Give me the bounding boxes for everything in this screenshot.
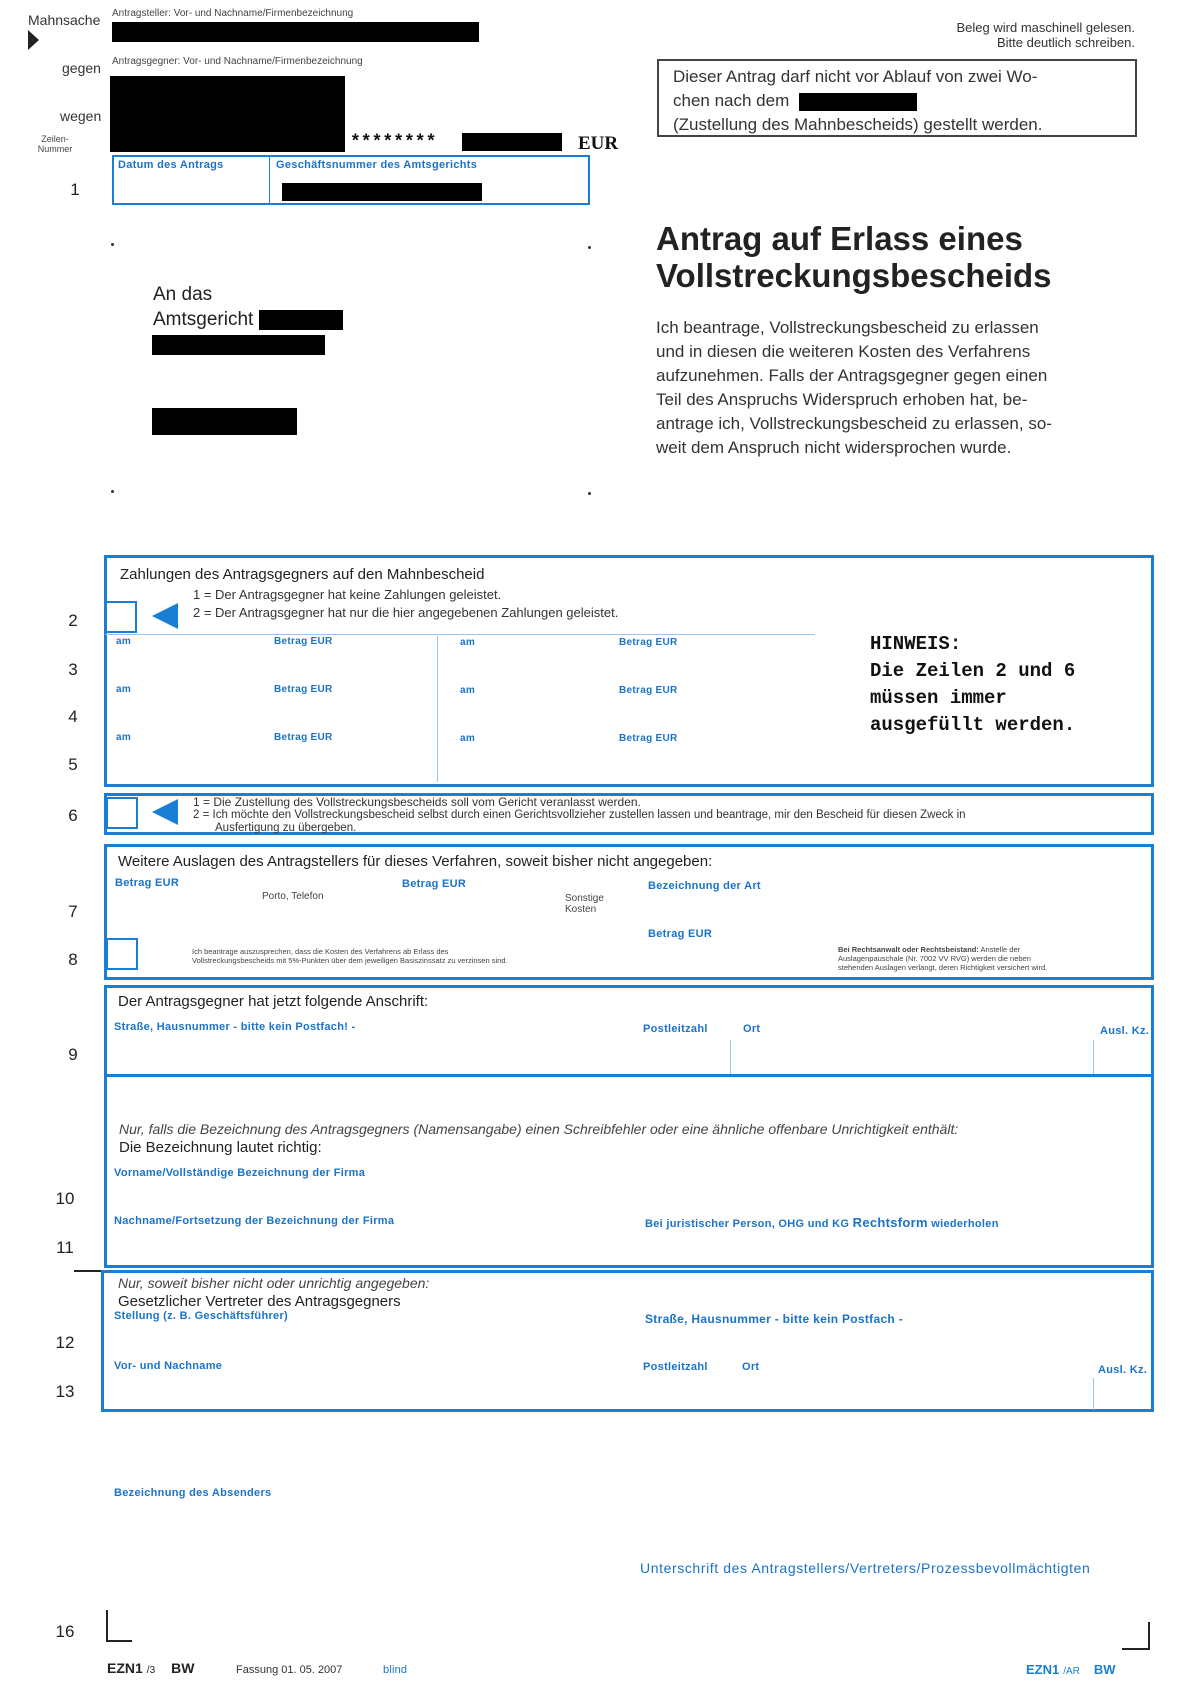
row-number-2: 2: [68, 611, 78, 630]
hinweis-line: HINWEIS:: [870, 633, 962, 655]
row-number-12: 12: [55, 1333, 75, 1352]
zinsen-line2: Vollstreckungsbescheids mit 5%-Punkten über dem jeweiligen Basiszinssatz zu verzinsen sind.: [192, 956, 508, 965]
payment-field-4a[interactable]: [110, 696, 430, 726]
payments-option1: 1 = Der Antragsgegner hat keine Zahlungen geleistet.: [193, 587, 502, 602]
redacted-court-city: [152, 408, 297, 435]
anschrift-ort-field[interactable]: [735, 1036, 1085, 1070]
window-corner-br: [588, 492, 591, 495]
anschrift-plz-label: Postleitzahl: [643, 1023, 708, 1035]
window-corner-tl: [111, 243, 114, 246]
sonstige-betrag-field[interactable]: [400, 892, 550, 922]
hinweis-line: müssen immer: [870, 687, 1007, 709]
am-label: am: [116, 684, 132, 695]
row-number-3: 3: [68, 660, 78, 679]
hinweis-line: ausgefüllt werden.: [870, 714, 1076, 736]
row1-divider: [269, 157, 270, 203]
address-block: [153, 282, 343, 332]
payment-field-4b[interactable]: [442, 696, 802, 726]
hinweis-line: Die Zeilen 2 und 6: [870, 660, 1076, 682]
betrag-label: Betrag EUR: [619, 685, 678, 696]
beleg-line2: Bitte deutlich schreiben.: [996, 35, 1135, 50]
unterschrift-label: Unterschrift des Antragstellers/Vertreters/Prozessbevollmächtigten: [640, 1560, 1091, 1576]
zustellung-option1: 1 = Die Zustellung des Vollstreckungsbescheids soll vom Gericht veranlasst werden.: [193, 795, 641, 809]
intro-line: weit dem Anspruch nicht widersprochen wurde.: [656, 438, 1012, 457]
juristisch-label: Bei juristischer Person, OHG und KG Rechtsform wiederholen: [645, 1215, 999, 1230]
vertreter-ausl-field[interactable]: [1098, 1373, 1148, 1405]
betrag-label: Betrag EUR: [274, 684, 333, 695]
am-label: am: [116, 636, 132, 647]
redacted-geschaeftsnummer: [282, 183, 482, 201]
redacted-court-street: [152, 335, 325, 355]
row-number-8: 8: [68, 950, 78, 969]
hinweis-note: [870, 631, 1075, 739]
title-line1: Antrag auf Erlass eines: [656, 220, 1023, 257]
anschrift-heading: Der Antragsgegner hat jetzt folgende Anschrift:: [118, 993, 429, 1010]
address-line1: An das: [153, 284, 213, 305]
datum-label: Datum des Antrags: [118, 159, 224, 171]
auslagen-betrag3-field[interactable]: [646, 942, 826, 972]
window-corner-tr: [588, 246, 591, 249]
arrow-right-icon: [28, 30, 39, 50]
row-number-7: 7: [68, 902, 78, 921]
porto-betrag-field[interactable]: [110, 892, 250, 922]
am-label: am: [460, 685, 476, 696]
stellung-field[interactable]: [110, 1324, 630, 1356]
payments-col-divider: [437, 636, 438, 782]
wegen-label: wegen: [60, 108, 102, 124]
redacted-amount: [462, 133, 562, 151]
porto-label: Porto, Telefon: [262, 891, 324, 902]
vertreter-strasse-label: Straße, Hausnummer - bitte kein Postfach -: [645, 1312, 903, 1326]
redacted-antragsteller: [112, 22, 479, 42]
vorname-label: Vorname/Vollständige Bezeichnung der Firma: [114, 1167, 366, 1179]
vertreter-heading: Gesetzlicher Vertreter des Antragsgegners: [118, 1293, 401, 1310]
pointer-arrow-icon: [152, 603, 178, 629]
nachname-field[interactable]: [110, 1229, 630, 1261]
anschrift-ausl-field[interactable]: [1098, 1036, 1148, 1070]
row-number-16: 16: [55, 1622, 75, 1641]
row1-box: [112, 155, 590, 205]
form-id-right: EZN1 /AR BW: [1026, 1662, 1116, 1677]
row-number-11: 11: [56, 1238, 74, 1257]
anschrift-ausl-label: Ausl. Kz.: [1100, 1025, 1150, 1037]
notice-box: [657, 59, 1137, 137]
vertreter-strasse-field[interactable]: [640, 1324, 1140, 1356]
antragsteller-label: Antragsteller: Vor- und Nachname/Firmenbezeichnung: [112, 8, 354, 19]
bezeichnung-heading: Die Bezeichnung lautet richtig:: [119, 1139, 322, 1156]
row-number-1-text: 1: [70, 180, 80, 199]
payment-field-5b[interactable]: [442, 744, 802, 774]
betrag-label: Betrag EUR: [619, 733, 678, 744]
ra-line1: Bei Rechtsanwalt oder Rechtsbeistand: Anstelle der: [838, 945, 1021, 954]
bezeichnung-art-field[interactable]: [646, 894, 1126, 924]
am-label: am: [460, 637, 476, 648]
beleg-line1: Beleg wird maschinell gelesen.: [956, 20, 1135, 35]
payments-heading: Zahlungen des Antragsgegners auf den Mahnbescheid: [120, 566, 485, 583]
anschrift-divider: [1093, 1040, 1094, 1074]
antragsgegner-label: Antragsgegner: Vor- und Nachname/Firmenbezeichnung: [112, 56, 363, 67]
datum-field[interactable]: [116, 173, 266, 201]
auslagen-betrag3-label: Betrag EUR: [648, 928, 713, 940]
vertreter-name-field[interactable]: [110, 1373, 630, 1405]
bezeichnung-art-label: Bezeichnung der Art: [648, 880, 761, 892]
ra-line2: Auslagenpauschale (Nr. 7002 VV RVG) werden die neben: [838, 954, 1031, 963]
payments-top-rule: [105, 634, 815, 635]
beleg-note: [880, 20, 1135, 50]
absender-label: Bezeichnung des Absenders: [114, 1487, 272, 1499]
zinsen-line1: Ich beantrage auszusprechen, dass die Kosten des Verfahrens ab Erlass des: [192, 947, 449, 956]
amount-stars: ********: [350, 133, 437, 153]
auslagen-heading: Weitere Auslagen des Antragstellers für dieses Verfahren, soweit bisher nicht angegeben:: [118, 853, 713, 870]
rechtsanwalt-text: [838, 945, 1138, 972]
row-number-4: 4: [68, 707, 78, 726]
sonstige-label: Sonstige Kosten: [565, 893, 604, 915]
vertreter-ort-label: Ort: [742, 1361, 760, 1373]
rechtsform-field[interactable]: [640, 1229, 1140, 1261]
form-id: EZN1 /3 BW: [107, 1660, 195, 1676]
vertreter-ort-field[interactable]: [740, 1373, 1085, 1405]
row-number-10: 10: [55, 1189, 75, 1208]
vertreter-ausl-label: Ausl. Kz.: [1098, 1364, 1148, 1376]
vertreter-divider: [1093, 1378, 1094, 1410]
gegen-label: gegen: [62, 60, 101, 76]
anschrift-ort-label: Ort: [743, 1023, 761, 1035]
vertreter-plz-field[interactable]: [640, 1373, 730, 1405]
intro-line: und in diesen die weiteren Kosten des Verfahrens: [656, 342, 1031, 361]
payment-field-5a[interactable]: [110, 744, 430, 774]
anschrift-strasse-label: Straße, Hausnummer - bitte kein Postfach! -: [114, 1021, 356, 1033]
vertreter-plz-label: Postleitzahl: [643, 1361, 708, 1373]
notice-line1: Dieser Antrag darf nicht vor Ablauf von zwei Wo-: [673, 67, 1038, 86]
payment-field-3b[interactable]: [442, 648, 802, 678]
bezeichnung-italic: Nur, falls die Bezeichnung des Antragsgegners (Namensangabe) einen Schreibfehler oder eine ähnliche offenbare Unrichtigkeit enthält:: [119, 1121, 959, 1137]
nachname-label: Nachname/Fortsetzung der Bezeichnung der Firma: [114, 1215, 395, 1227]
intro-text: [656, 316, 1126, 460]
window-corner-bl: [111, 490, 114, 493]
zustellung-choice-box[interactable]: [106, 797, 138, 829]
zinsen-text: [192, 947, 508, 965]
blind-label: blind: [383, 1664, 408, 1676]
intro-line: aufzunehmen. Falls der Antragsgegner gegen einen: [656, 366, 1048, 385]
address-line2: Amtsgericht: [153, 307, 343, 332]
stellung-label: Stellung (z. B. Geschäftsführer): [114, 1310, 289, 1322]
redacted-court: [259, 310, 343, 330]
payment-field-3a[interactable]: [110, 648, 430, 678]
eur-label: EUR: [578, 133, 619, 154]
zustellung-option2b: Ausfertigung zu übergeben.: [215, 822, 357, 834]
row-number-9: 9: [68, 1045, 78, 1064]
row-number-13: 13: [55, 1382, 75, 1401]
zinsen-choice-box[interactable]: [106, 938, 138, 970]
betrag-label: Betrag EUR: [619, 637, 678, 648]
betrag-label: Betrag EUR: [274, 732, 333, 743]
title-line2: Vollstreckungsbescheids: [656, 257, 1052, 294]
zeilen-nummer-label: Zeilen- Nummer: [37, 134, 73, 154]
payments-choice-box[interactable]: [105, 601, 137, 633]
zustellung-option2: 2 = Ich möchte den Vollstreckungsbescheid selbst durch einen Gerichtsvollzieher zustellen lassen und beantrage, mir den Bescheid für diesen Zweck in: [193, 809, 966, 821]
anschrift-plz-field[interactable]: [640, 1036, 725, 1070]
pointer-arrow-icon: [152, 799, 178, 825]
auslagen-betrag2-label: Betrag EUR: [402, 878, 467, 890]
redacted-notice-date: [799, 93, 917, 111]
payments-option2: 2 = Der Antragsgegner hat nur die hier angegebenen Zahlungen geleistet.: [193, 605, 619, 620]
signature-field[interactable]: [640, 1480, 1150, 1555]
auslagen-betrag1-label: Betrag EUR: [115, 877, 180, 889]
row-number-5: 5: [68, 755, 78, 774]
am-label: am: [116, 732, 132, 743]
absender-field[interactable]: [110, 1500, 630, 1560]
redacted-antragsgegner: [110, 76, 345, 152]
mahnsache-label: Mahnsache: [28, 12, 101, 28]
betrag-label: Betrag EUR: [274, 636, 333, 647]
anschrift-strasse-field[interactable]: [110, 1036, 630, 1070]
fassung-label: Fassung 01. 05. 2007: [236, 1664, 343, 1676]
vertreter-name-label: Vor- und Nachname: [114, 1360, 223, 1372]
corner-mark-bl: [106, 1610, 132, 1642]
intro-line: Ich beantrage, Vollstreckungsbescheid zu erlassen: [656, 318, 1039, 337]
anschrift-divider: [730, 1040, 731, 1074]
corner-mark-br: [1122, 1622, 1150, 1650]
ra-line3: stehenden Auslagen verlangt, deren Richtigkeit versichert wird.: [838, 963, 1048, 972]
am-label: am: [460, 733, 476, 744]
geschaeftsnummer-label: Geschäftsnummer des Amtsgerichts: [276, 159, 478, 171]
page-title: [656, 220, 1052, 294]
notice-line3: (Zustellung des Mahnbescheids) gestellt werden.: [673, 115, 1043, 134]
vorname-field[interactable]: [110, 1181, 1140, 1213]
intro-line: antrage ich, Vollstreckungsbescheid zu erlassen, so-: [656, 414, 1052, 433]
row-number-6: 6: [68, 806, 78, 825]
vertreter-italic: Nur, soweit bisher nicht oder unrichtig angegeben:: [118, 1275, 430, 1291]
notice-line2: chen nach dem: [673, 89, 1121, 113]
intro-line: Teil des Anspruchs Widerspruch erhoben hat, be-: [656, 390, 1028, 409]
